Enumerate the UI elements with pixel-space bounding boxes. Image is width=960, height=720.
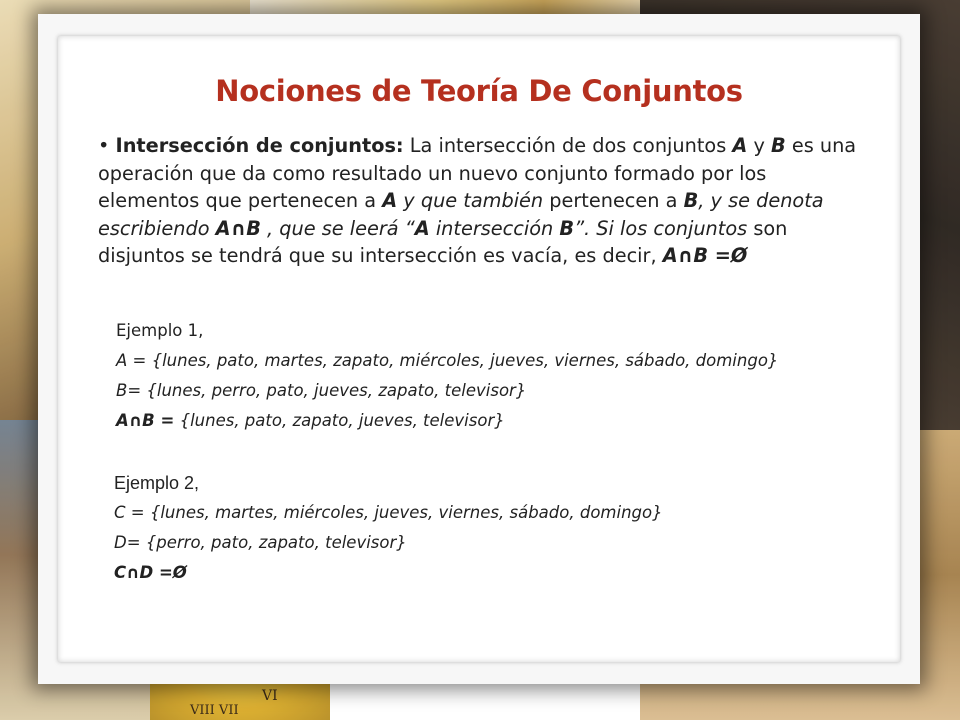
set-a-symbol: A bbox=[414, 216, 430, 240]
example-1 bbox=[116, 316, 876, 436]
text-run: La intersección de dos conjuntos bbox=[403, 134, 733, 157]
example-1-result-label: A∩B = bbox=[116, 411, 175, 430]
example-2-set-d: D= {perro, pato, zapato, televisor} bbox=[114, 533, 407, 552]
set-a-symbol: A bbox=[382, 189, 398, 212]
text-run: y bbox=[747, 134, 771, 157]
set-b-symbol: B bbox=[559, 216, 575, 240]
text-run: y que también bbox=[397, 189, 544, 212]
roman-numeral-vii: VIII VII bbox=[190, 703, 239, 718]
example-2-heading: Ejemplo 2, bbox=[114, 473, 200, 493]
bullet: • bbox=[98, 134, 110, 157]
slide-title: Nociones de Teoría De Conjuntos bbox=[215, 74, 743, 108]
example-1-result-value: {lunes, pato, zapato, jueves, televisor} bbox=[174, 411, 505, 430]
definition-paragraph bbox=[98, 132, 868, 270]
text-run: intersección bbox=[429, 216, 560, 240]
text-run: , que se leerá “ bbox=[260, 216, 415, 240]
example-2-set-c: C = {lunes, martes, miércoles, jueves, viernes, sábado, domingo} bbox=[114, 503, 663, 522]
definition-term: Intersección de conjuntos: bbox=[115, 134, 404, 157]
set-b-symbol: B bbox=[771, 134, 786, 157]
text-run: ”. Si los conjuntos bbox=[574, 216, 748, 240]
set-b-symbol: B bbox=[683, 189, 699, 212]
text-run: es una operación que da como resultado un nuevo conjunto formado por los elementos que pertenecen a bbox=[98, 134, 857, 212]
example-2 bbox=[114, 468, 874, 588]
example-1-result bbox=[116, 406, 876, 436]
empty-set-notation: A∩B =Ø bbox=[662, 244, 748, 267]
example-1-set-a: A = {lunes, pato, martes, zapato, miércoles, jueves, viernes, sábado, domingo} bbox=[116, 351, 779, 370]
intersection-notation: A∩B bbox=[215, 216, 261, 240]
example-1-heading: Ejemplo 1, bbox=[116, 321, 204, 340]
slide-panel bbox=[58, 36, 900, 662]
text-run: pertenecen a bbox=[543, 189, 684, 212]
text-run: , y se denota escribiendo bbox=[98, 189, 824, 240]
set-a-symbol: A bbox=[732, 134, 748, 157]
example-2-result: C∩D =Ø bbox=[114, 563, 187, 582]
text-run: son disjuntos se tendrá que su intersección es vacía, es decir, bbox=[98, 216, 788, 267]
example-1-set-b: B= {lunes, perro, pato, jueves, zapato, televisor} bbox=[116, 381, 527, 400]
roman-numeral-vi: VI bbox=[262, 688, 278, 704]
slide-frame bbox=[38, 14, 920, 684]
